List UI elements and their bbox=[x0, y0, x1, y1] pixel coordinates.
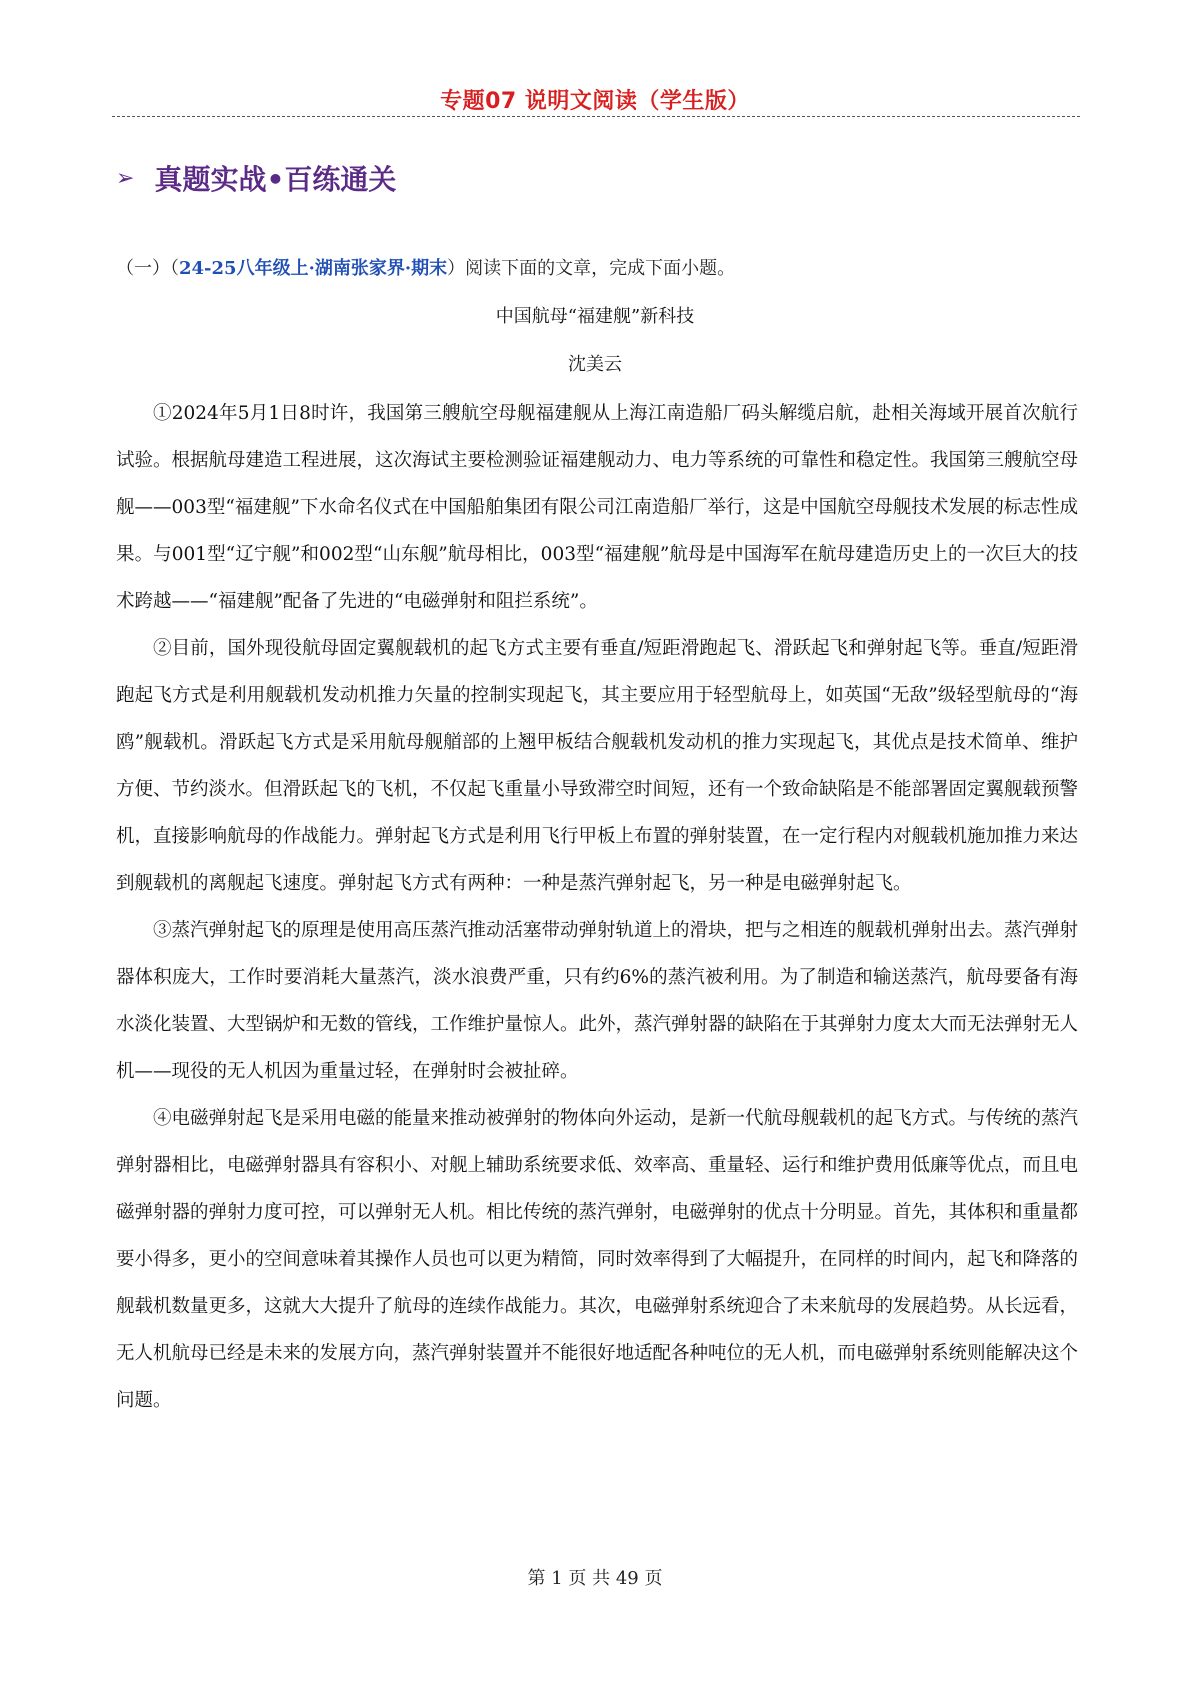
article-paragraph-2: ②目前，国外现役航母固定翼舰载机的起飞方式主要有垂直/短距滑跑起飞、滑跃起飞和弹射起飞等。垂直/短距滑跑起飞方式是利用舰载机发动机推力矢量的控制实现起飞，其主要应用于轻型航母上，如英国“无敌”级轻型航母的“海鸥”舰载机。滑跃起飞方式是采用航母舰艏部的上翘甲板结合舰载机发动机的推力实现起飞，其优点是技术简单、维护方便、节约淡水。但滑跃起飞的飞机，不仅起飞重量小导致滞空时间短，还有一个致命缺陷是不能部署固定翼舰载预警机，直接影响航母的作战能力。弹射起飞方式是利用飞行甲板上布置的弹射装置，在一定行程内对舰载机施加推力来达到舰载机的离舰起飞速度。弹射起飞方式有两种：一种是蒸汽弹射起飞，另一种是电磁弹射起飞。 bbox=[116, 638, 1079, 894]
page-number-footer: 第 1 页 共 49 页 bbox=[527, 1568, 663, 1589]
article-paragraph-3: ③蒸汽弹射起飞的原理是使用高压蒸汽推动活塞带动弹射轨道上的滑块，把与之相连的舰载机弹射出去。蒸汽弹射器体积庞大，工作时要消耗大量蒸汽，淡水浪费严重，只有约6%的蒸汽被利用。为了制造和输送蒸汽，航母要备有海水淡化装置、大型锅炉和无数的管线，工作维护量惊人。此外，蒸汽弹射器的缺陷在于其弹射力度太大而无法弹射无人机——现役的无人机因为重量过轻，在弹射时会被扯碎。 bbox=[116, 920, 1079, 1082]
article-author: 沈美云 bbox=[568, 354, 622, 375]
document-header-title: 专题07 说明文阅读（学生版） bbox=[440, 89, 750, 114]
article-title: 中国航母“福建舰”新科技 bbox=[495, 306, 695, 327]
article-body bbox=[116, 390, 1078, 1424]
section-heading bbox=[116, 158, 396, 198]
arrow-bullet-icon: ➢ bbox=[116, 165, 135, 191]
article-paragraph-1: ①2024年5月1日8时许，我国第三艘航空母舰福建舰从上海江南造船厂码头解缆启航，赴相关海域开展首次航行试验。根据航母建造工程进展，这次海试主要检测验证福建舰动力、电力等系统的可靠性和稳定性。我国第三艘航空母舰——003型“福建舰”下水命名仪式在中国船舶集团有限公司江南造船厂举行，这是中国航空母舰技术发展的标志性成果。与001型“辽宁舰”和002型“山东舰”航母相比，003型“福建舰”航母是中国海军在航母建造历史上的一次巨大的技术跨越——“福建舰”配备了先进的“电磁弹射和阻拦系统”。 bbox=[116, 403, 1079, 612]
article-paragraph-4: ④电磁弹射起飞是采用电磁的能量来推动被弹射的物体向外运动，是新一代航母舰载机的起飞方式。与传统的蒸汽弹射器相比，电磁弹射器具有容积小、对舰上辅助系统要求低、效率高、重量轻、运行和维护费用低廉等优点，而且电磁弹射器的弹射力度可控，可以弹射无人机。相比传统的蒸汽弹射，电磁弹射的优点十分明显。首先，其体积和重量都要小得多，更小的空间意味着其操作人员也可以更为精简，同时效率得到了大幅提升，在同样的时间内，起飞和降落的舰载机数量更多，这就大大提升了航母的连续作战能力。其次，电磁弹射系统迎合了未来航母的发展趋势。从长远看，无人机航母已经是未来的发展方向，蒸汽弹射装置并不能很好地适配各种吨位的无人机，而电磁弹射系统则能解决这个问题。 bbox=[116, 1108, 1079, 1411]
question-instruction: ）阅读下面的文章，完成下面小题。 bbox=[447, 258, 736, 279]
question-source: 24-25八年级上·湖南张家界·期末 bbox=[179, 258, 448, 279]
section-title: 真题实战•百练通关 bbox=[154, 163, 397, 196]
question-intro bbox=[116, 254, 735, 280]
question-prefix: （一）（ bbox=[116, 258, 179, 279]
header-divider bbox=[112, 116, 1080, 117]
